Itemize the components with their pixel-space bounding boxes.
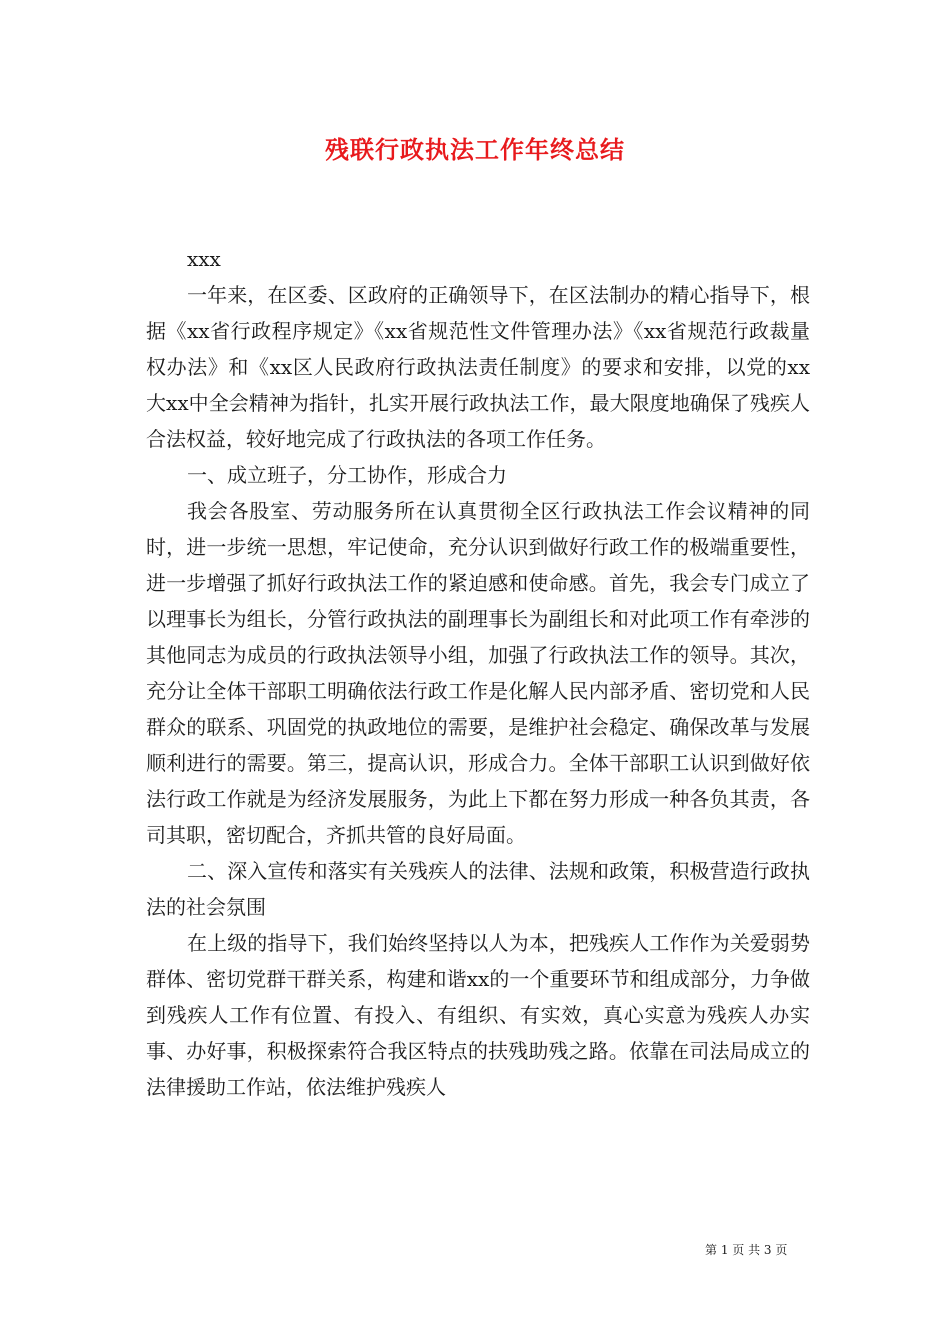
author-line: xxx [187, 247, 221, 271]
document-body [146, 241, 810, 1105]
page-number-footer: 第 1 页 共 3 页 [705, 1243, 788, 1257]
section-heading: 二、深入宣传和落实有关残疾人的法律、法规和政策，积极营造行政执法的社会氛围 [146, 859, 810, 919]
body-paragraph: 我会各股室、劳动服务所在认真贯彻全区行政执法工作会议精神的同时，进一步统一思想，牢记使命，充分认识到做好行政工作的极端重要性，进一步增强了抓好行政执法工作的紧迫感和使命感。首先，我会专门成立了以理事长为组长，分管行政执法的副理事长为副组长和对此项工作有牵涉的其他同志为成员的行政执法领导小组，加强了行政执法工作的领导。其次，充分让全体干部职工明确依法行政工作是化解人民内部矛盾、密切党和人民群众的联系、巩固党的执政地位的需要，是维护社会稳定、确保改革与发展顺利进行的需要。第三，提高认识，形成合力。全体干部职工认识到做好依法行政工作就是为经济发展服务，为此上下都在努力形成一种各负其责，各司其职，密切配合，齐抓共管的良好局面。 [146, 499, 810, 847]
section-heading: 一、成立班子，分工协作，形成合力 [187, 463, 507, 487]
body-paragraph: 一年来，在区委、区政府的正确领导下，在区法制办的精心指导下，根据《xx省行政程序规定》《xx省规范性文件管理办法》《xx省规范行政裁量权办法》和《xx区人民政府行政执法责任制度》的要求和安排，以党的xx大xx中全会精神为指针，扎实开展行政执法工作，最大限度地确保了残疾人合法权益，较好地完成了行政执法的各项工作任务。 [146, 283, 810, 451]
document-title: 残联行政执法工作年终总结 [325, 135, 625, 164]
body-paragraph: 在上级的指导下，我们始终坚持以人为本，把残疾人工作作为关爱弱势群体、密切党群干群关系，构建和谐xx的一个重要环节和组成部分，力争做到残疾人工作有位置、有投入、有组织、有实效，真心实意为残疾人办实事、办好事，积极探索符合我区特点的扶残助残之路。依靠在司法局成立的法律援助工作站，依法维护残疾人 [146, 931, 810, 1099]
